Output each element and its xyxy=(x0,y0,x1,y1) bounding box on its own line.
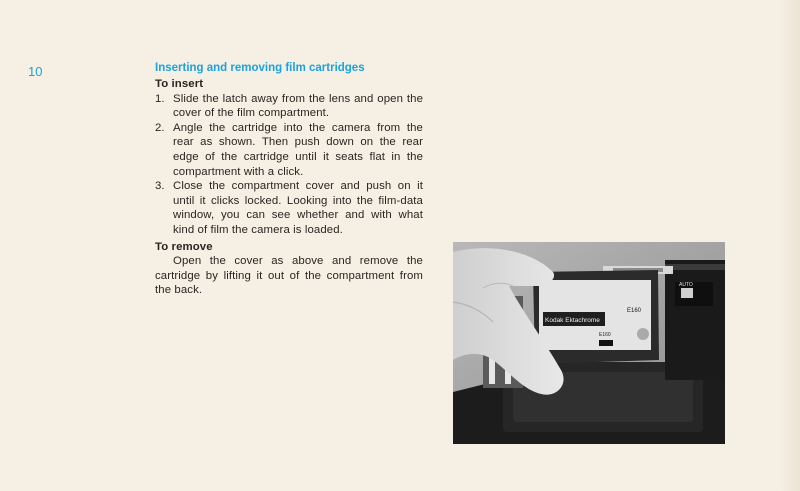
page-edge xyxy=(780,0,800,491)
cartridge-photo xyxy=(453,242,725,444)
camera-auto-label: AUTO xyxy=(679,282,693,288)
cartridge-brand: Kodak Ektachrome xyxy=(545,317,600,324)
insert-step xyxy=(155,179,423,237)
step-number: 2. xyxy=(155,121,165,134)
remove-section xyxy=(155,240,423,298)
remove-text: Open the cover as above and remove the cartridge by lifting it out of the compartment from the back. xyxy=(155,255,423,297)
camera-side xyxy=(665,260,725,380)
instructions-column xyxy=(155,77,423,298)
page-number: 10 xyxy=(28,64,43,79)
insert-step xyxy=(155,92,423,121)
cartridge-code-small: E160 xyxy=(599,332,611,338)
step-number: 3. xyxy=(155,180,165,193)
insert-heading: To insert xyxy=(155,78,204,90)
step-text: Slide the latch away from the lens and open the cover of the film compartment. xyxy=(173,92,423,120)
step-text: Angle the cartridge into the camera from the rear as shown. Then push down on the rear edge of the cartridge until it seats flat in the compartment with a click. xyxy=(173,121,423,178)
insert-steps xyxy=(155,92,423,238)
insert-step xyxy=(155,121,423,179)
section-title: Inserting and removing film cartridges xyxy=(155,62,365,74)
remove-heading: To remove xyxy=(155,240,213,253)
step-text: Close the compartment cover and push on it until it clicks locked. Looking into the film-data window, you can see whether and with what kind of film the camera is loaded. xyxy=(173,180,423,236)
step-number: 1. xyxy=(155,92,165,105)
photo-illustration xyxy=(453,242,725,444)
cartridge-code: E160 xyxy=(627,308,642,314)
